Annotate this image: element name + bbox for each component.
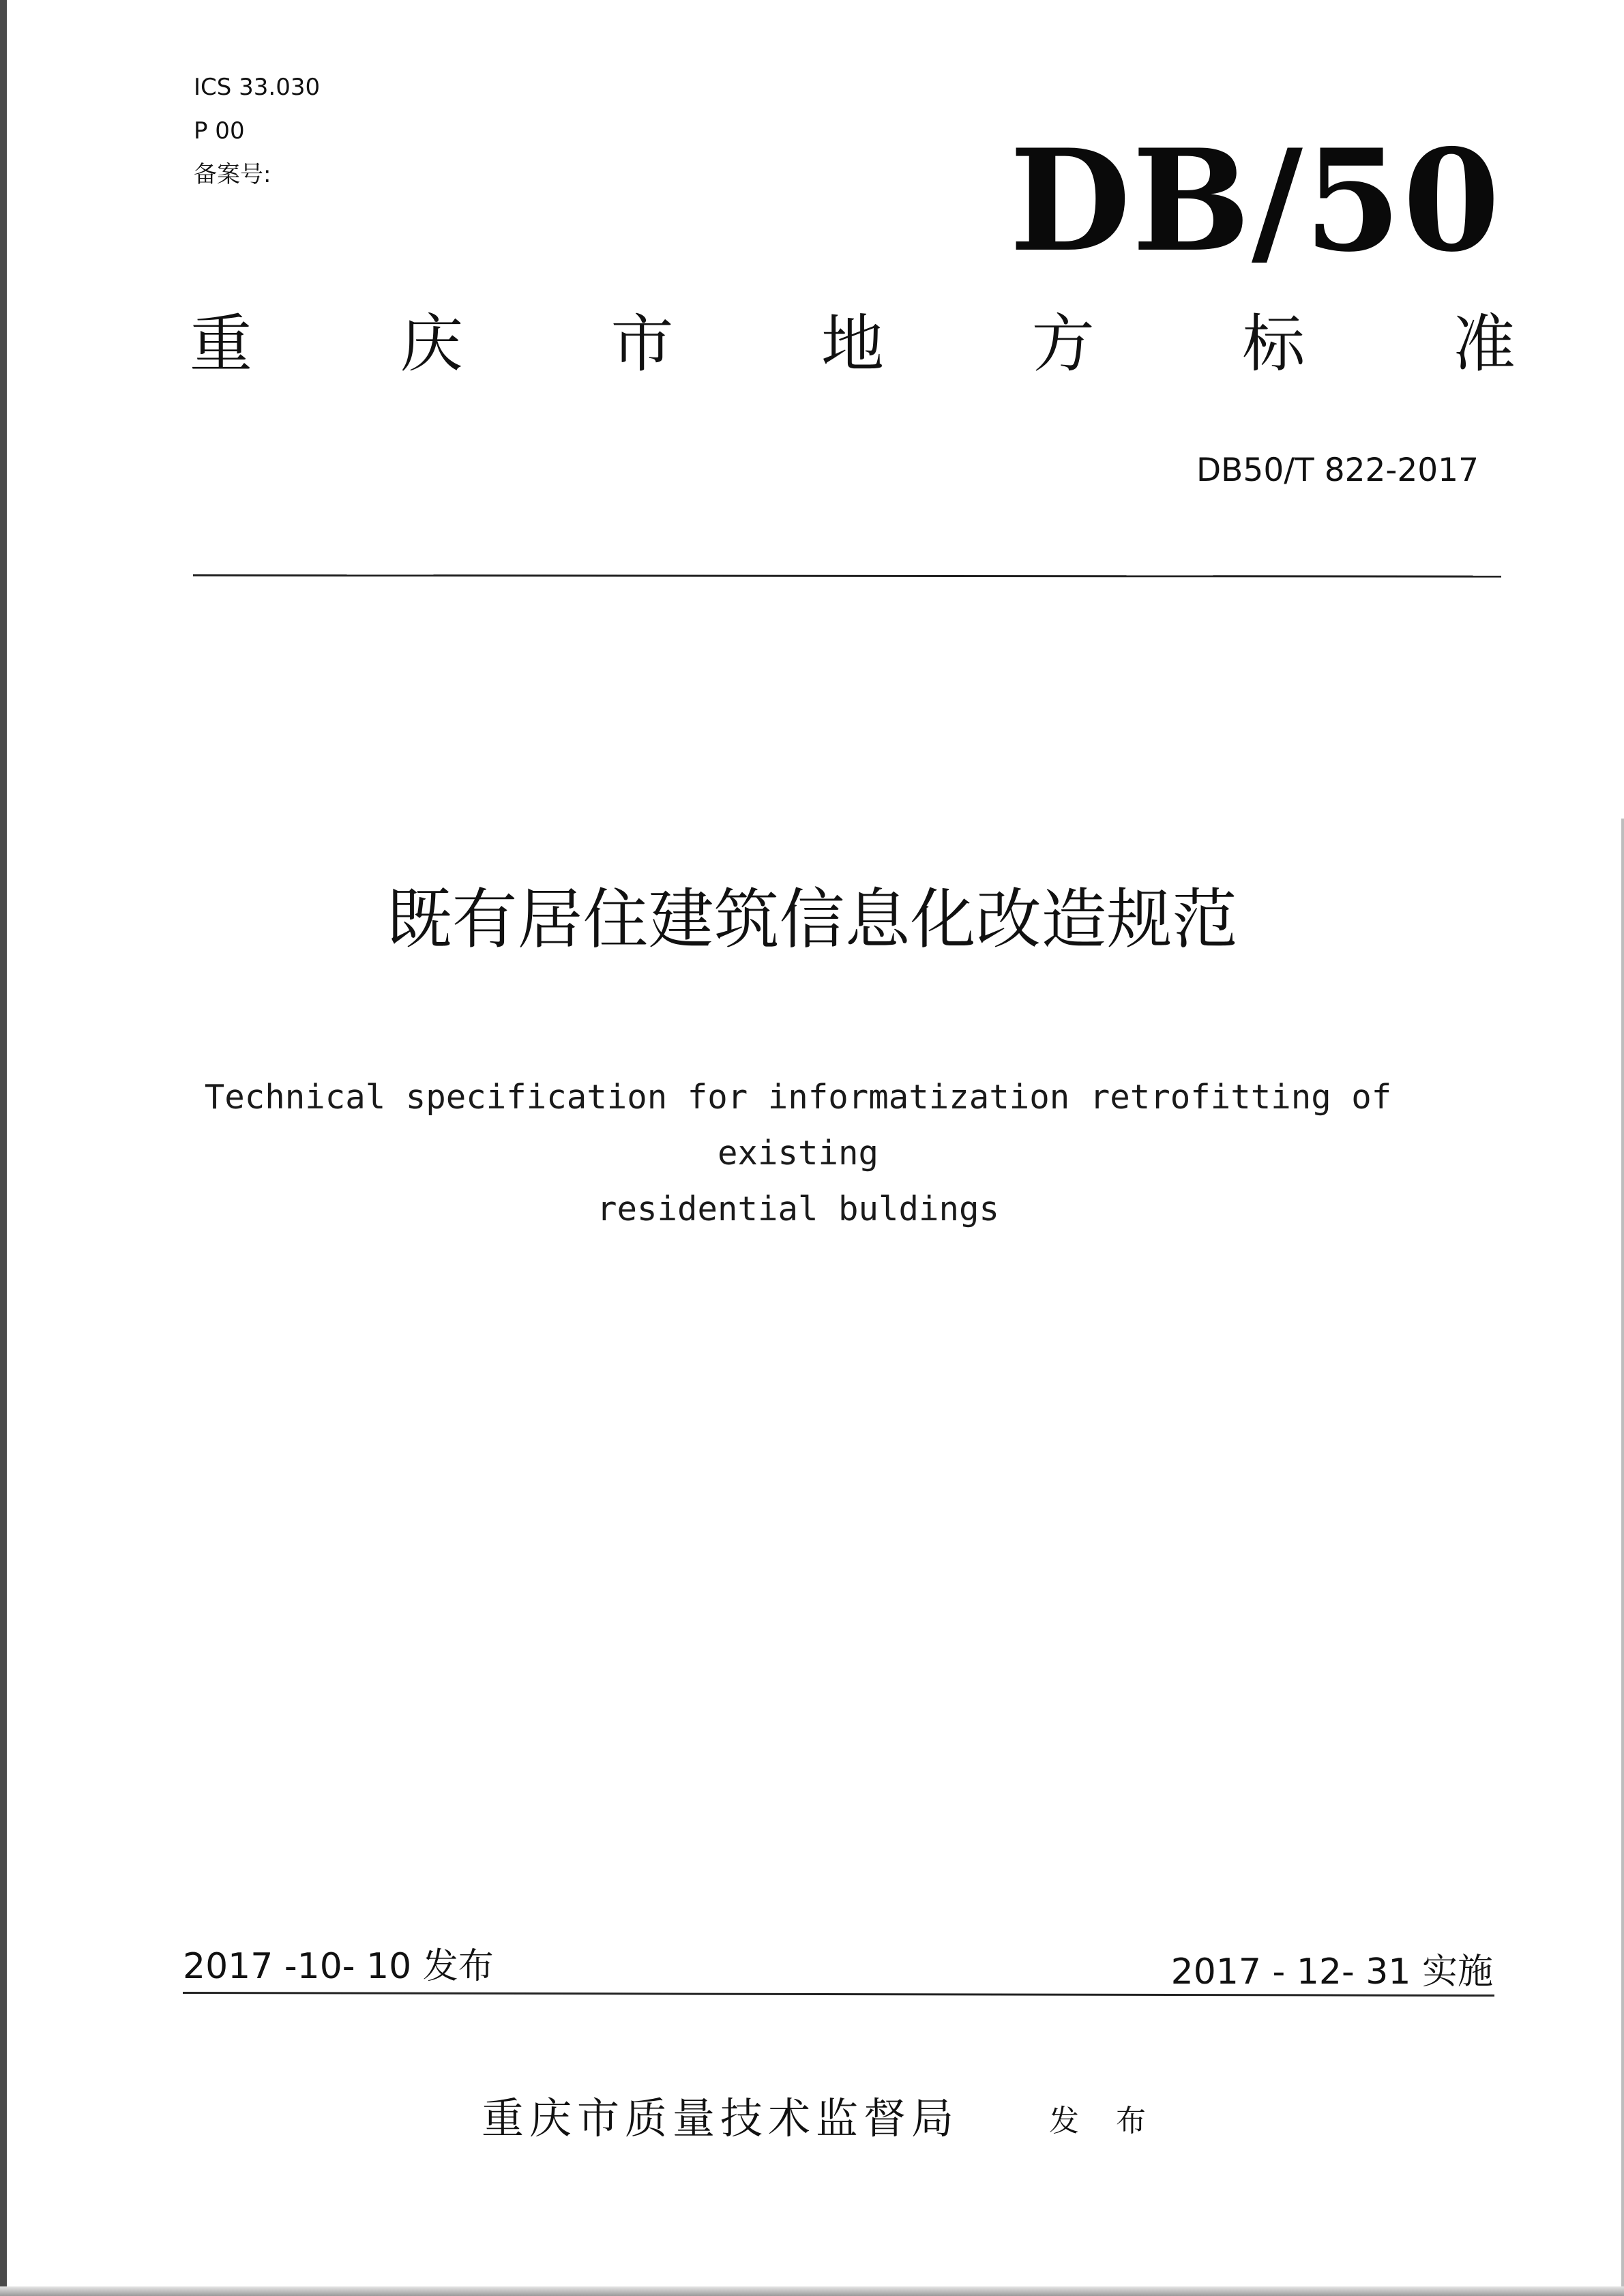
standard-type-char: 地 (821, 308, 884, 381)
issuing-authority: 重庆市质量技术监督局 (482, 2093, 960, 2143)
standard-type-char: 方 (1031, 308, 1095, 381)
standard-type-heading (190, 307, 1516, 382)
standard-type-char: 标 (1242, 308, 1305, 381)
issued-label: 发 布 (1049, 2104, 1160, 2138)
ccs-code: P 00 (194, 117, 245, 145)
db-standard-code: DB/50 (1009, 119, 1502, 283)
ics-code: ICS 33.030 (194, 74, 321, 101)
header-divider (193, 574, 1501, 578)
standard-number: DB50/T 822-2017 (1196, 452, 1479, 489)
standard-type-char: 重 (190, 308, 253, 381)
standard-type-char: 庆 (400, 308, 463, 381)
english-title-line-2: residential buldings (596, 1190, 999, 1228)
english-title (136, 1070, 1460, 1237)
scan-edge-bottom (0, 2286, 1624, 2296)
standard-type-char: 市 (610, 308, 674, 381)
release-date: 2017 -10- 10 发布 (183, 1946, 494, 1987)
standard-type-char: 准 (1452, 308, 1516, 381)
scan-edge-right (1621, 819, 1624, 2296)
effective-date: 2017 - 12- 31 实施 (1170, 1952, 1493, 1992)
scan-edge-left (0, 0, 7, 2296)
english-title-line-1: Technical specification for informatization retrofitting of existing (204, 1078, 1392, 1173)
record-number-label: 备案号: (194, 161, 271, 188)
chinese-title: 既有居住建筑信息化改造规范 (386, 881, 1238, 958)
